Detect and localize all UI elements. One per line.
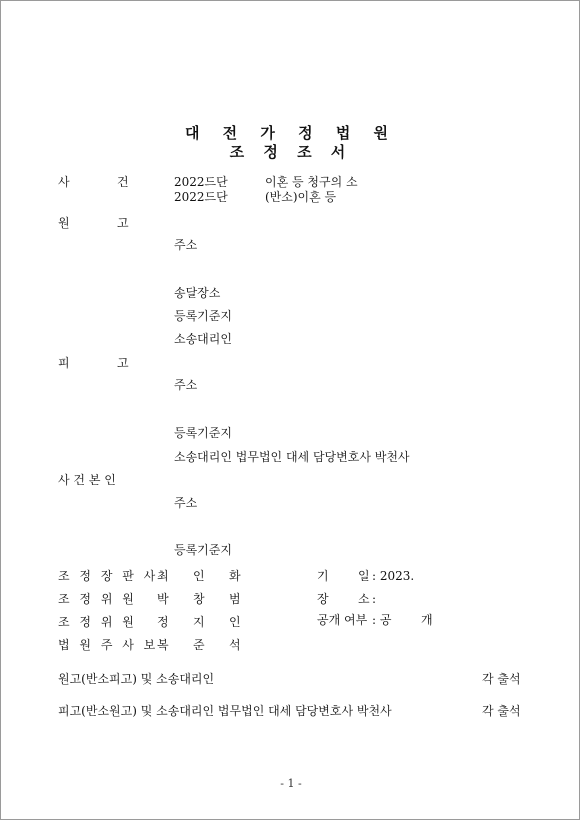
date-label-2: 일 bbox=[358, 569, 370, 583]
official-name-char: 인 bbox=[229, 615, 241, 629]
case-number-1: 2022드단 bbox=[174, 175, 228, 189]
official-role: 조 정 위 원 bbox=[58, 592, 137, 606]
principal-registry: 등록기준지 bbox=[174, 543, 232, 557]
attendance-party: 원고(반소피고) 및 소송대리인 bbox=[58, 672, 215, 686]
case-number-2: 2022드단 bbox=[174, 190, 228, 204]
defendant-agent: 소송대리인 법무법인 대세 담당변호사 박천사 bbox=[174, 450, 410, 464]
public-value-2: 개 bbox=[421, 613, 433, 627]
plaintiff-registry: 등록기준지 bbox=[174, 309, 232, 323]
case-label-2: 건 bbox=[117, 175, 129, 189]
plaintiff-service-place: 송달장소 bbox=[174, 286, 221, 300]
attendance-status: 각 출석 bbox=[482, 704, 521, 718]
official-name-char: 범 bbox=[229, 592, 241, 606]
official-name-char: 최 bbox=[157, 569, 169, 583]
official-name-char: 화 bbox=[229, 569, 241, 583]
case-name-2: (반소)이혼 등 bbox=[265, 190, 337, 204]
defendant-label-1: 피 bbox=[58, 356, 70, 370]
official-name-char: 창 bbox=[193, 592, 205, 606]
plaintiff-label-1: 원 bbox=[58, 216, 70, 230]
official-name-char: 정 bbox=[157, 615, 169, 629]
official-name-char: 복 bbox=[157, 638, 169, 652]
plaintiff-agent: 소송대리인 bbox=[174, 332, 232, 346]
plaintiff-label-2: 고 bbox=[117, 216, 129, 230]
date-label-1: 기 bbox=[317, 569, 329, 583]
document-title: 조 정 조 서 bbox=[229, 143, 353, 161]
case-label-1: 사 bbox=[58, 175, 70, 189]
place-label-2: 소 bbox=[358, 592, 370, 606]
date-value: : 2023. bbox=[372, 569, 415, 583]
defendant-registry: 등록기준지 bbox=[174, 426, 232, 440]
defendant-address: 주소 bbox=[174, 378, 198, 392]
attendance-party: 피고(반소원고) 및 소송대리인 법무법인 대세 담당변호사 박천사 bbox=[58, 704, 392, 718]
attendance-status: 각 출석 bbox=[482, 672, 521, 686]
official-role: 법 원 주 사 보 bbox=[58, 638, 159, 652]
official-name-char: 준 bbox=[193, 638, 205, 652]
place-label-1: 장 bbox=[317, 592, 329, 606]
court-name: 대 전 가 정 법 원 bbox=[184, 124, 398, 142]
official-name-char: 인 bbox=[193, 569, 205, 583]
public-value: : 공 bbox=[372, 613, 392, 627]
official-name-char: 지 bbox=[193, 615, 205, 629]
defendant-label-2: 고 bbox=[117, 356, 129, 370]
official-name-char: 석 bbox=[229, 638, 241, 652]
principal-address: 주소 bbox=[174, 496, 198, 510]
public-label: 공개 여부 bbox=[317, 613, 368, 627]
page-number: - 1 - bbox=[280, 777, 302, 790]
plaintiff-address: 주소 bbox=[174, 238, 198, 252]
official-name-char: 박 bbox=[157, 592, 169, 606]
case-name-1: 이혼 등 청구의 소 bbox=[265, 175, 358, 189]
principal-label: 사 건 본 인 bbox=[58, 473, 116, 487]
place-value: : bbox=[372, 592, 377, 606]
official-role: 조 정 장 판 사 bbox=[58, 569, 159, 583]
official-role: 조 정 위 원 bbox=[58, 615, 137, 629]
